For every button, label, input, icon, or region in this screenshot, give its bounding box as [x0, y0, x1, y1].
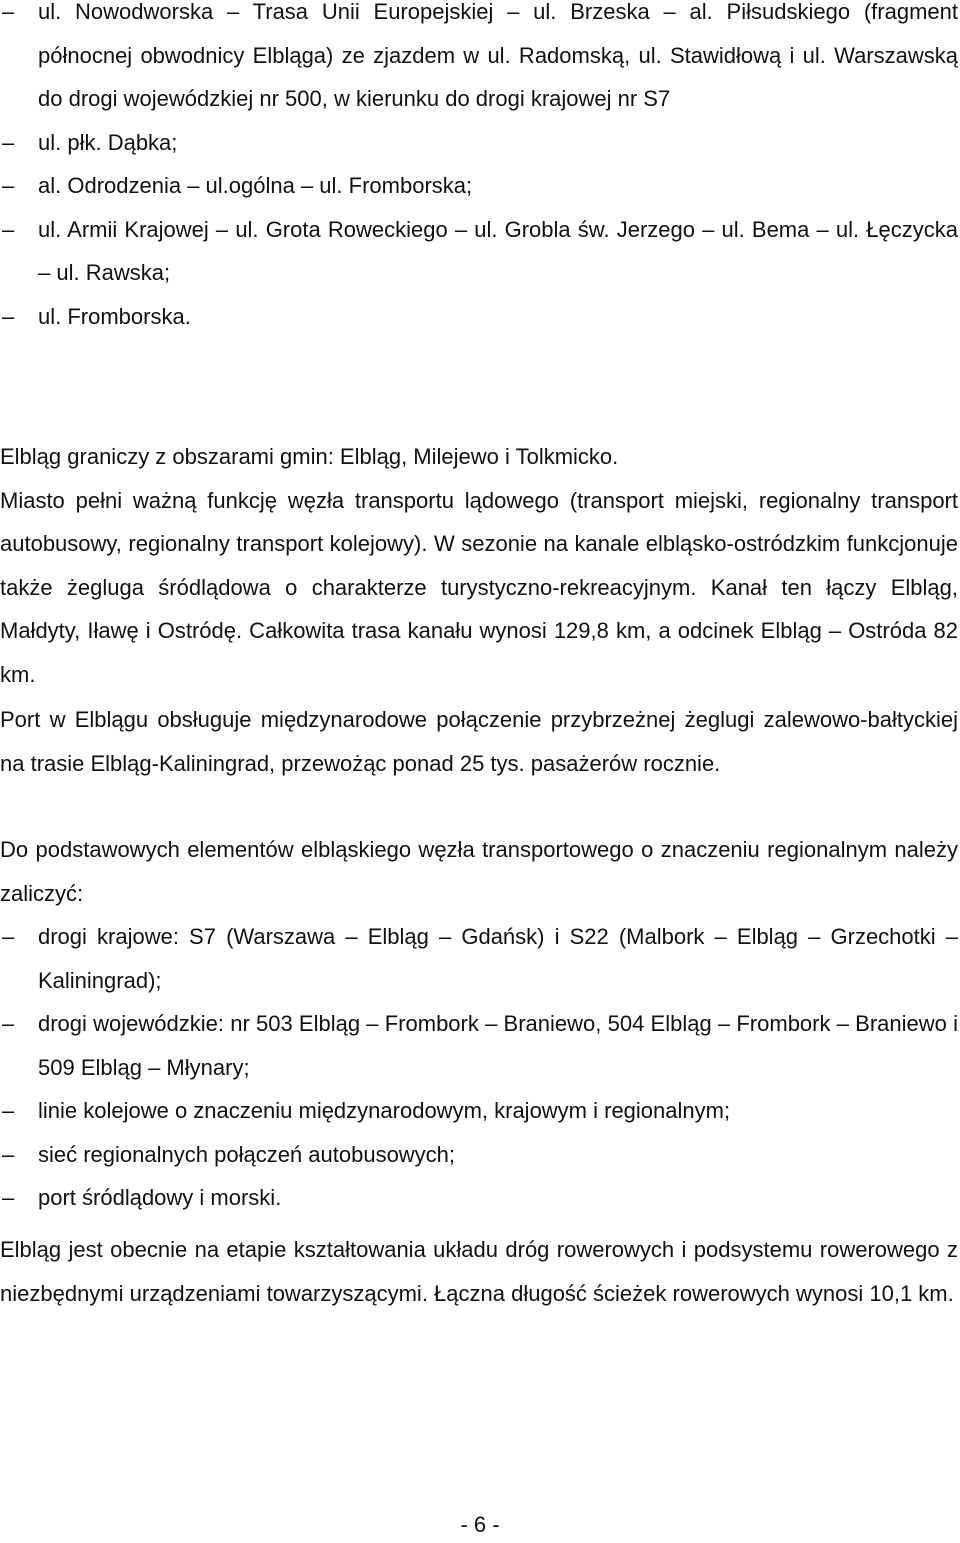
dash-bullet: –	[2, 303, 15, 329]
list-item	[0, 0, 958, 121]
list-item	[0, 1002, 958, 1089]
paragraph-borders: Elbląg graniczy z obszarami gmin: Elbląg, Milejewo i Tolkmicko.	[0, 444, 619, 469]
list-item-text: ul. Armii Krajowej – ul. Grota Roweckiego – ul. Grobla św. Jerzego – ul. Bema – ul. Łęczycka – ul. Rawska;	[38, 216, 958, 285]
list-item	[0, 121, 958, 165]
list-item	[0, 208, 958, 295]
dash-bullet: –	[2, 1011, 15, 1036]
street-list	[0, 0, 958, 338]
list-item	[0, 1089, 958, 1133]
list-item-text: ul. Nowodworska – Trasa Unii Europejskiej – ul. Brzeska – al. Piłsudskiego (fragment północnej obwodnicy Elbląga) ze zjazdem w ul. Radomską, ul. Stawidłową i ul. Warszawską do drogi wojewódzkiej nr 500, w kierunku do drogi krajowej nr S7	[38, 0, 958, 111]
dash-bullet: –	[2, 924, 15, 949]
dash-bullet: –	[2, 1185, 15, 1210]
list-item	[0, 164, 958, 208]
list-item	[0, 295, 958, 339]
dash-bullet: –	[2, 129, 15, 155]
dash-bullet: –	[2, 0, 15, 24]
dash-bullet: –	[2, 1098, 15, 1123]
paragraph-elements-intro: Do podstawowych elementów elbląskiego węzła transportowego o znaczeniu regionalnym należy zaliczyć:	[0, 837, 958, 906]
list-item-text: al. Odrodzenia – ul.ogólna – ul. Fromborska;	[38, 173, 473, 198]
transport-elements-list	[0, 915, 958, 1220]
paragraph-transport-node: Miasto pełni ważną funkcję węzła transportu lądowego (transport miejski, regionalny transport autobusowy, regionalny transport kolejowy). W sezonie na kanale elbląsko-ostródzkim funkcjonuje także żegluga śródlądowa o charakterze turystyczno-rekreacyjnym. Kanał ten łączy Elbląg, Małdyty, Iławę i Ostródę. Całkowita trasa kanału wynosi 129,8 km, a odcinek Elbląg – Ostróda 82 km.	[0, 487, 958, 687]
list-item-text: ul. płk. Dąbka;	[38, 129, 178, 155]
page-number: - 6 -	[460, 1512, 500, 1537]
paragraph-port: Port w Elblągu obsługuje międzynarodowe połączenie przybrzeżnej żeglugi zalewowo-bałtyckiej na trasie Elbląg-Kaliningrad, przewożąc ponad 25 tys. pasażerów rocznie.	[0, 707, 958, 776]
list-item	[0, 915, 958, 1002]
list-item	[0, 1176, 958, 1220]
paragraph-bicycle-roads: Elbląg jest obecnie na etapie kształtowania układu dróg rowerowych i podsystemu rowerowego z niezbędnymi urządzeniami towarzyszącymi. Łączna długość ścieżek rowerowych wynosi 10,1 km.	[0, 1237, 958, 1306]
list-item-text: drogi krajowe: S7 (Warszawa – Elbląg – Gdańsk) i S22 (Malbork – Elbląg – Grzechotki – Kaliningrad);	[38, 924, 958, 993]
list-item-text: linie kolejowe o znaczeniu międzynarodowym, krajowym i regionalnym;	[38, 1098, 731, 1123]
list-item-text: ul. Fromborska.	[38, 303, 191, 329]
list-item-text: port śródlądowy i morski.	[38, 1185, 282, 1210]
list-item-text: sieć regionalnych połączeń autobusowych;	[38, 1141, 456, 1167]
dash-bullet: –	[2, 173, 15, 198]
dash-bullet: –	[2, 216, 15, 242]
body-paragraphs	[0, 435, 958, 696]
dash-bullet: –	[2, 1141, 15, 1167]
list-item	[0, 1133, 958, 1177]
list-item-text: drogi wojewódzkie: nr 503 Elbląg – Frombork – Braniewo, 504 Elbląg – Frombork – Braniewo i 509 Elbląg – Młynary;	[38, 1011, 958, 1080]
